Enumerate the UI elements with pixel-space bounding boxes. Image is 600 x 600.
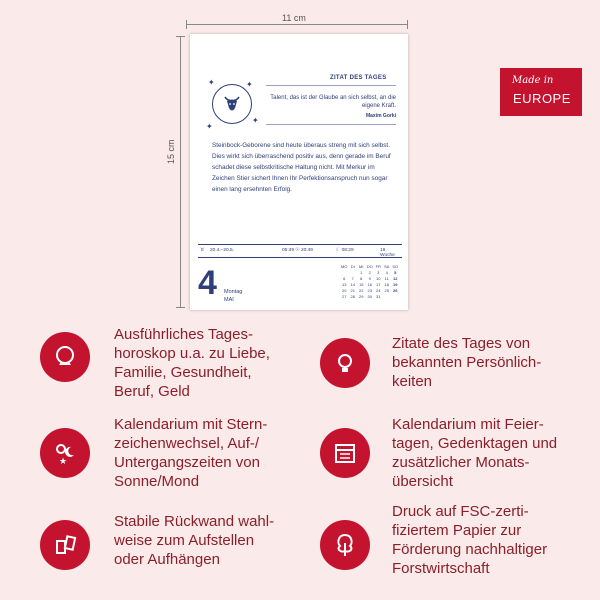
- mini-calendar-day: 28: [350, 294, 355, 299]
- svg-text:★: ★: [59, 456, 68, 466]
- mini-calendar-day: 20: [342, 288, 347, 293]
- mini-calendar-day: 14: [350, 282, 355, 287]
- calendar-page: [190, 34, 408, 310]
- taurus-icon: ♉: [200, 248, 205, 253]
- zitat-author: Maxim Gorki: [365, 113, 396, 119]
- mini-calendar-day: 26: [393, 288, 398, 293]
- mini-calendar-day: 18: [384, 282, 389, 287]
- capricorn-zodiac-icon: [212, 84, 252, 124]
- month-name: MAI: [224, 297, 234, 303]
- mini-calendar-body: [340, 270, 400, 300]
- moon-time: ☾ 08:29: [336, 248, 354, 253]
- sparkle-icon: ✦: [208, 78, 215, 87]
- weekday-label: SO: [392, 264, 399, 269]
- tree-icon: [320, 520, 370, 570]
- mini-calendar-day: 25: [384, 288, 389, 293]
- sun-moon-icon: [40, 428, 90, 478]
- mini-calendar-week: [340, 294, 400, 300]
- weekday-label: MO: [341, 264, 348, 269]
- mini-calendar-day: [391, 294, 400, 300]
- mini-calendar-day: 5: [394, 270, 397, 275]
- crystal-ball-icon: [40, 332, 90, 382]
- lightbulb-icon: [320, 338, 370, 388]
- zitat-text: Talent, das ist der Glaube an sich selbst, an die eigene Kraft.: [270, 95, 396, 109]
- feature-text: Zitate des Tages von bekannten Persönlich- keiten: [392, 335, 542, 390]
- mini-calendar-day: 4: [385, 270, 388, 275]
- made-in-europe-badge: [500, 68, 582, 116]
- feature-text: Druck auf FSC-zerti- fiziertem Papier zur Förderung nachhaltiger Forstwirtschaft: [392, 503, 548, 577]
- feature-text: Stabile Rückwand wahl- weise zum Aufstellen oder Aufhängen: [114, 513, 275, 568]
- day-name: Montag: [224, 289, 243, 295]
- weekday-label: MI: [359, 264, 364, 269]
- mini-calendar-day: 21: [350, 288, 355, 293]
- mini-calendar-day: 9: [368, 276, 371, 281]
- height-label: 15 cm: [166, 139, 176, 164]
- sparkle-icon: ✦: [252, 116, 259, 125]
- mini-calendar-day: 22: [359, 288, 364, 293]
- weekday-label: DI: [350, 264, 355, 269]
- width-label: 11 cm: [282, 13, 306, 23]
- mini-calendar-day: 13: [342, 282, 347, 287]
- mini-calendar-day: 1: [360, 270, 363, 275]
- badge-made-in: Made in: [512, 75, 554, 86]
- mini-calendar-day: 29: [359, 294, 364, 299]
- mini-calendar-day: 24: [376, 288, 381, 293]
- height-dimension-line: [180, 36, 181, 308]
- calendar-icon: [320, 428, 370, 478]
- divider: [266, 124, 396, 125]
- mini-calendar-day: 10: [376, 276, 381, 281]
- mini-calendar-day: 27: [342, 294, 347, 299]
- divider: [266, 85, 396, 86]
- zitat-heading: ZITAT DES TAGES: [330, 75, 387, 81]
- feature-text: Kalendarium mit Stern- zeichenwechsel, Auf-/ Untergangszeiten von Sonne/Mond: [114, 416, 268, 490]
- day-name-block: [224, 288, 242, 304]
- sparkle-icon: ✦: [206, 122, 213, 131]
- feature-text: Kalendarium mit Feier- tagen, Gedenktagen und zusätzlicher Monats- übersicht: [392, 416, 558, 490]
- mini-calendar-day: 7: [351, 276, 354, 281]
- mini-calendar: [340, 264, 400, 300]
- mini-calendar-day: 6: [343, 276, 346, 281]
- mini-calendar-day: [383, 294, 392, 300]
- mini-calendar-day: 3: [377, 270, 380, 275]
- badge-region: EUROPE: [513, 91, 571, 106]
- mini-calendar-day: 17: [376, 282, 381, 287]
- mini-calendar-day: 19: [393, 282, 398, 287]
- horoskop-text: Steinbock-Geborene sind heute überaus streng mit sich selbst. Dies wirkt sich überraschend positiv aus, denn gerade im Beruf schadet diese selbstkritische Haltung nicht. Mit Merkur im Zeichen Stier sichert Ihnen Ihr Perfektionsanspruch nun sogar einen lang ersehnten Erfolg.: [212, 142, 391, 193]
- mini-calendar-day: 16: [367, 282, 372, 287]
- mini-calendar-day: 8: [360, 276, 363, 281]
- week-number: 19. Woche: [380, 248, 395, 258]
- feature-text: Ausführliches Tages- horoskop u.a. zu Liebe, Familie, Gesundheit, Beruf, Geld: [114, 326, 270, 400]
- mini-calendar-day: 12: [393, 276, 398, 281]
- calendar-info-bar: [198, 244, 402, 258]
- sun-times: 05:49 ☉ 20:49: [282, 248, 313, 253]
- weekday-label: FR: [375, 264, 381, 269]
- mini-calendar-day: 31: [376, 294, 381, 299]
- day-number: 4: [198, 264, 217, 302]
- mini-calendar-day: 2: [368, 270, 371, 275]
- sparkle-icon: ✦: [246, 80, 253, 89]
- sign-range: 20.4.–20.5.: [210, 248, 235, 253]
- mini-calendar-day: 15: [359, 282, 364, 287]
- stand-icon: [40, 520, 90, 570]
- mini-calendar-day: 11: [384, 276, 389, 281]
- weekday-label: DO: [366, 264, 373, 269]
- weekday-label: SA: [384, 264, 390, 269]
- mini-calendar-day: 23: [367, 288, 372, 293]
- width-dimension-line: [186, 24, 408, 25]
- mini-calendar-day: 30: [367, 294, 372, 299]
